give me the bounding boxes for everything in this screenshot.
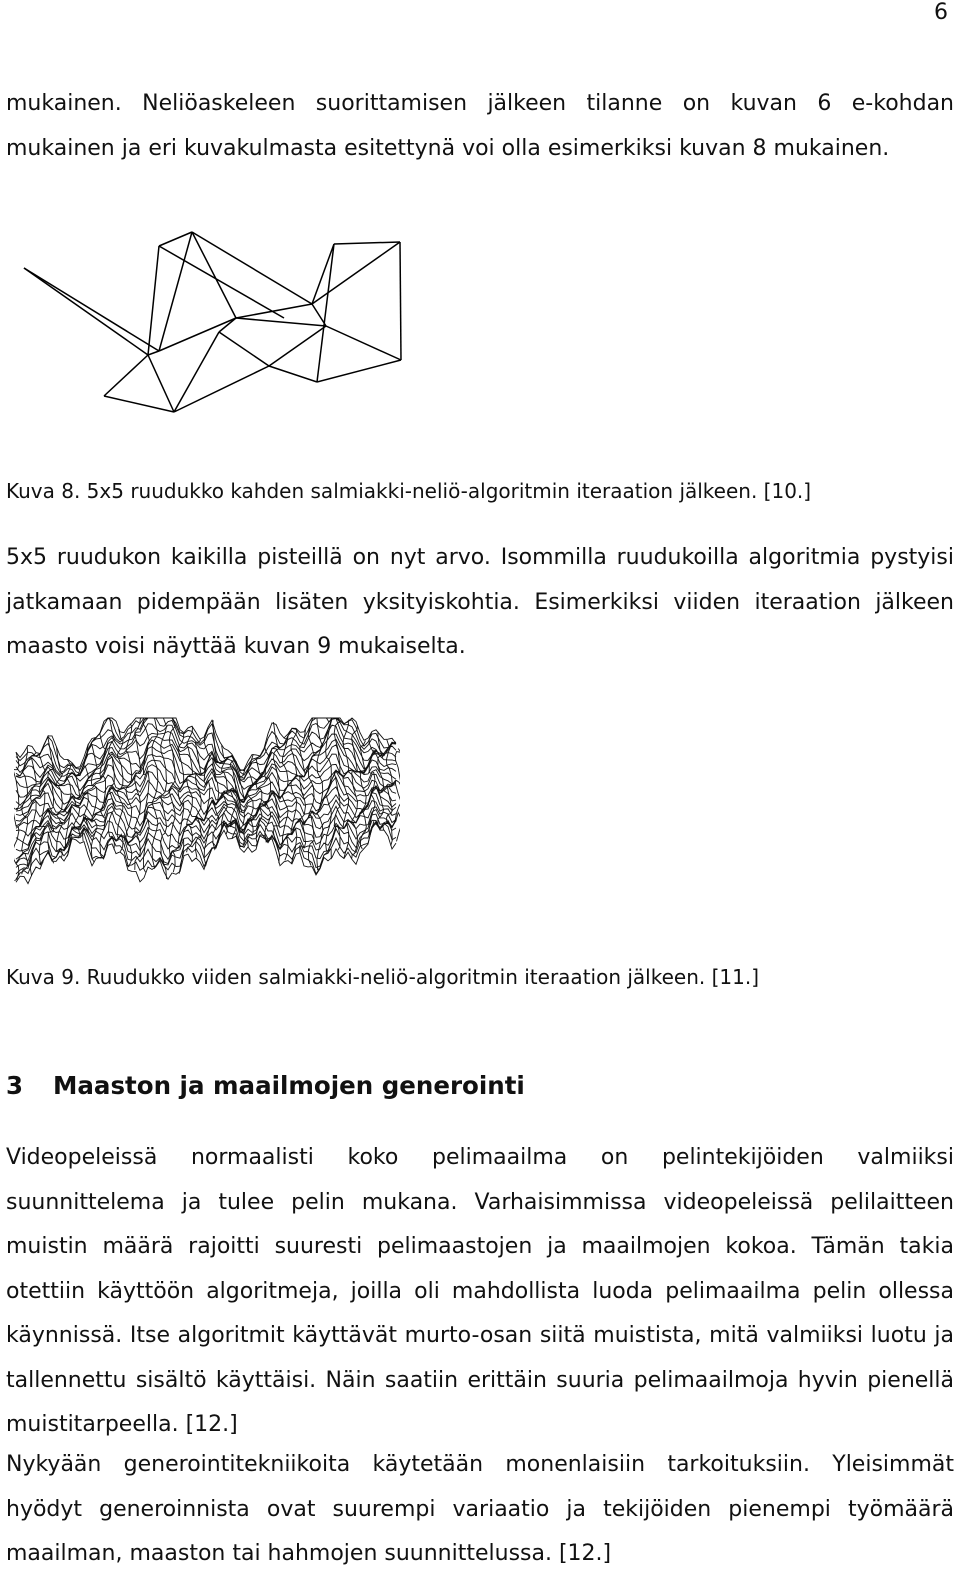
paragraph-videogames: Videopeleissä normaalisti koko pelimaailma on pelintekijöiden valmiiksi suunnittelema ja tulee pelin mukana. Varhaisimmissa videopeleissä pelilaitteen muistin määrä rajoitti suuresti pelimaastojen ja maailmojen kokoa. Tämän takia otettiin käyttöön algoritmeja, joilla oli mahdollista luoda pelimaailma pelin ollessa käynnissä. Itse algoritmit käyttävät murto-osan siitä muistista, mitä valmiiksi luotu ja tallennettu sisältö käyttäisi. Näin saatiin erittäin suuria pelimaailmoja hyvin pienellä muistitarpeella. [12.] (6, 1145, 954, 1437)
figure-8-wireframe-grid (14, 222, 414, 422)
section-title: Maaston ja maailmojen generointi (53, 1071, 525, 1100)
figure-8-caption: Kuva 8. 5x5 ruudukko kahden salmiakki-neliö-algoritmin iteraation jälkeen. [10.] (6, 479, 812, 503)
paragraph-generation: Nykyään generointitekniikoita käytetään monenlaisiin tarkoituksiin. Yleisimmät hyödyt generoinnista ovat suurempi variaatio ja tekijöiden pienempi työmäärä maailman, maaston tai hahmojen suunnittelussa. [12.] (6, 1452, 954, 1566)
page-number: 6 (934, 0, 948, 25)
paragraph-grid-values: 5x5 ruudukon kaikilla pisteillä on nyt arvo. Isommilla ruudukoilla algoritmia pystyisi jatkamaan pidempään lisäten yksityiskohtia. Esimerkiksi viiden iteraation jälkeen maasto voisi näyttää kuvan 9 mukaiselta. (6, 545, 954, 659)
section-number: 3 (6, 1071, 24, 1100)
figure-9-terrain-mesh (14, 716, 400, 908)
figure-9-caption: Kuva 9. Ruudukko viiden salmiakki-neliö-algoritmin iteraation jälkeen. [11.] (6, 965, 760, 989)
paragraph-intro: mukainen. Neliöaskeleen suorittamisen jälkeen tilanne on kuvan 6 e-kohdan mukainen ja eri kuvakulmasta esitettynä voi olla esimerkiksi kuvan 8 mukainen. (6, 91, 954, 161)
section-heading (6, 1068, 525, 1104)
